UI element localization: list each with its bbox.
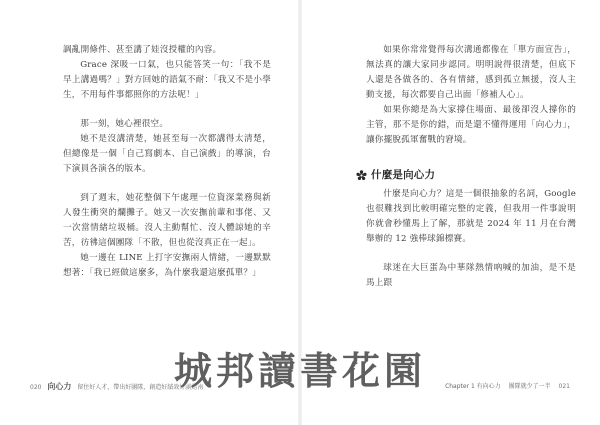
paragraph: 球迷在大巨蛋為中華隊熱情吶喊的加油，是不是馬上跟: [366, 263, 576, 288]
running-subtitle: 留住好人才，帶出好團隊，創造好績效好團動南: [77, 384, 204, 391]
watermark: 城邦讀書花園: [173, 349, 426, 393]
paragraph: 如果你總是為大家撐住場面、最後卻沒人撐你的主管，那不是你的錯，而是還不懂得運用「向心力」，讓你擺脫孤軍奮戰的窘境。: [366, 105, 576, 145]
paragraph: 到了週末，她花整個下午處理一位資深業務與新人發生衝突的爛攤子。她又一次安撫前輩和事佬、又一次當情緒垃圾桶。沒人主動幫忙、沒人體諒她的辛苦，彷彿這個團隊「不散，但也從沒真正在一起」。: [63, 193, 271, 248]
running-chapter-label: Chapter 1 有向心力: [445, 383, 501, 390]
section-heading-text: 什麼是向心力: [371, 169, 436, 181]
page-number: 020: [30, 384, 42, 391]
page-number: 021: [558, 383, 570, 390]
paragraph: 她不是沒講清楚，她甚至每一次都講得太清楚，但總像是一個「自己寫劇本、自己演戲」的導演，台下演員各演各的版本。: [63, 134, 271, 174]
paragraph-spacer: [366, 247, 576, 261]
right-page-body: [366, 43, 576, 291]
paragraph-spacer: [366, 148, 576, 162]
left-page-body: [63, 43, 271, 281]
paragraph-spacer: [63, 103, 271, 117]
running-chapter-title: 團隊就少了一半: [508, 383, 551, 390]
paragraph: Grace 深吸一口氣，也只能答笑一句：「我不是早上講過嗎？」對方回她的語氣不耐：「我又不是小學生，不用每件事都照你的方法呢！」: [63, 60, 271, 100]
paragraph: 調亂開條件、甚至講了娃沒授權的內容。: [63, 45, 222, 55]
cog-flower-icon: [356, 170, 367, 181]
paragraph: 什麼是向心力？這是一個很抽象的名詞，Google 也很難找到比較明確完整的定義，但我用一件事說明你就會秒懂馬上了解，那就是 2024 年 11 月在台灣舉辦的 12 強棒球錦標賽。: [366, 189, 576, 244]
paragraph-spacer: [63, 177, 271, 191]
paragraph: 如果你常常覺得每次溝通都像在「單方面宣告」，無法真的讓大家同步認同。明明說得很清楚，但底下人還是各做各的、各有情緒，感到孤立無援，沒人主動支援，每次都要自己出面「修補人心」。: [366, 45, 576, 100]
section-heading: [356, 168, 576, 183]
running-book-title: 向心力: [47, 381, 72, 391]
paragraph: 她一邊在 LINE 上打字安撫兩人情緒，一邊默默想著：「我已經做這麼多，為什麼我還這麼孤單？」: [63, 253, 271, 278]
paragraph: 那一刻，她心裡很空。: [80, 119, 169, 129]
